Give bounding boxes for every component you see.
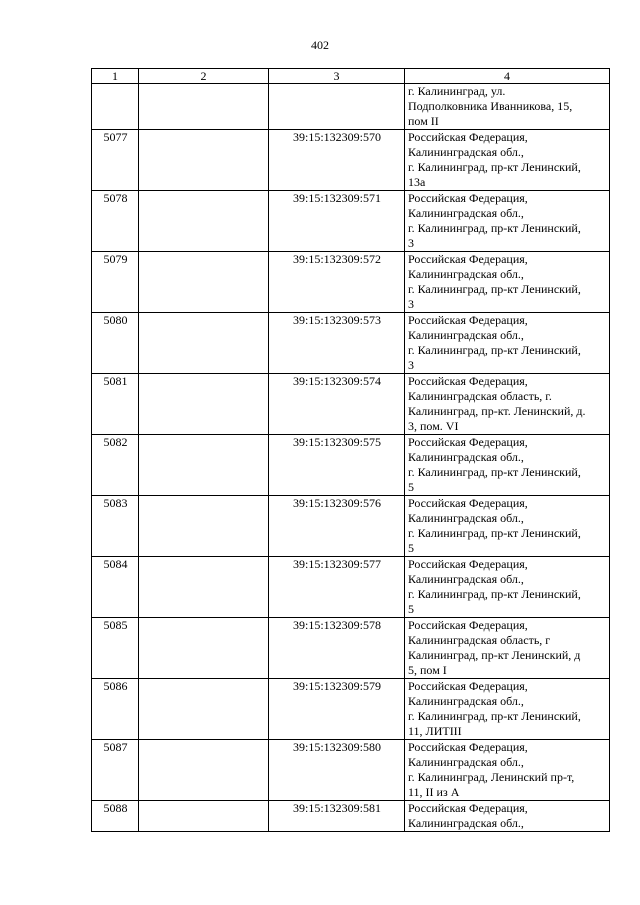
- address-cell: [405, 252, 610, 313]
- cadastral-number-cell: 39:15:132309:580: [269, 740, 405, 801]
- column-2-cell: [139, 801, 269, 832]
- cadastral-number-cell: 39:15:132309:575: [269, 435, 405, 496]
- address-line: Российская Федерация,: [408, 496, 528, 510]
- address-line: 5, пом I: [408, 663, 447, 677]
- column-2-cell: [139, 130, 269, 191]
- address-line: 3: [408, 236, 414, 250]
- table-row: [92, 84, 610, 130]
- table-row: [92, 191, 610, 252]
- column-2-cell: [139, 679, 269, 740]
- column-2-cell: [139, 496, 269, 557]
- cadastral-number-cell: 39:15:132309:581: [269, 801, 405, 832]
- address-line: г. Калининград, пр-кт Ленинский,: [408, 587, 581, 601]
- table-row: [92, 252, 610, 313]
- row-number-cell: 5082: [92, 435, 139, 496]
- address-line: Калининградская обл.,: [408, 267, 524, 281]
- header-col-2: 2: [139, 69, 269, 84]
- address-line: Калининградская обл.,: [408, 755, 524, 769]
- cadastral-number-cell: 39:15:132309:571: [269, 191, 405, 252]
- table-row: [92, 435, 610, 496]
- table-header-row: [92, 69, 610, 84]
- address-line: Российская Федерация,: [408, 313, 528, 327]
- row-number-cell: 5088: [92, 801, 139, 832]
- row-number-cell: 5084: [92, 557, 139, 618]
- table-row: [92, 130, 610, 191]
- address-cell: [405, 801, 610, 832]
- address-line: 11, ЛИТIII: [408, 724, 462, 738]
- cadastral-number-cell: 39:15:132309:578: [269, 618, 405, 679]
- address-line: Калининградская обл.,: [408, 572, 524, 586]
- header-col-4: 4: [405, 69, 610, 84]
- row-number-cell: 5077: [92, 130, 139, 191]
- address-line: г. Калининград, пр-кт Ленинский,: [408, 282, 581, 296]
- column-2-cell: [139, 435, 269, 496]
- table-row: [92, 496, 610, 557]
- address-line: Калининградская обл.,: [408, 328, 524, 342]
- table-body: [92, 84, 610, 832]
- row-number-cell: 5085: [92, 618, 139, 679]
- column-2-cell: [139, 618, 269, 679]
- address-line: 5: [408, 541, 414, 555]
- address-line: пом II: [408, 114, 439, 128]
- address-line: Калининградская обл.,: [408, 694, 524, 708]
- address-line: 3: [408, 358, 414, 372]
- address-line: Калининградская обл.,: [408, 206, 524, 220]
- address-line: Российская Федерация,: [408, 618, 528, 632]
- cadastral-number-cell: 39:15:132309:572: [269, 252, 405, 313]
- address-line: г. Калининград, Ленинский пр-т,: [408, 770, 575, 784]
- address-line: Калининград, пр-кт Ленинский, д: [408, 648, 581, 662]
- address-line: 11, II из А: [408, 785, 460, 799]
- table-row: [92, 313, 610, 374]
- cadastral-number-cell: 39:15:132309:574: [269, 374, 405, 435]
- address-line: Подполковника Иванникова, 15,: [408, 99, 573, 113]
- cadastral-number-cell: 39:15:132309:570: [269, 130, 405, 191]
- table-row: [92, 679, 610, 740]
- row-number-cell: 5083: [92, 496, 139, 557]
- address-line: 13а: [408, 175, 426, 189]
- row-number-cell: [92, 84, 139, 130]
- address-line: Российская Федерация,: [408, 374, 528, 388]
- address-line: Калининградская обл.,: [408, 450, 524, 464]
- column-2-cell: [139, 374, 269, 435]
- row-number-cell: 5081: [92, 374, 139, 435]
- column-2-cell: [139, 191, 269, 252]
- column-2-cell: [139, 252, 269, 313]
- header-col-1: 1: [92, 69, 139, 84]
- address-line: г. Калининград, пр-кт Ленинский,: [408, 343, 581, 357]
- row-number-cell: 5087: [92, 740, 139, 801]
- address-line: г. Калининград, ул.: [408, 84, 506, 98]
- address-cell: [405, 374, 610, 435]
- table-row: [92, 618, 610, 679]
- address-line: г. Калининград, пр-кт Ленинский,: [408, 709, 581, 723]
- column-2-cell: [139, 557, 269, 618]
- cadastral-number-cell: 39:15:132309:579: [269, 679, 405, 740]
- address-line: Российская Федерация,: [408, 801, 528, 815]
- cadastral-number-cell: 39:15:132309:573: [269, 313, 405, 374]
- address-line: г. Калининград, пр-кт Ленинский,: [408, 221, 581, 235]
- row-number-cell: 5086: [92, 679, 139, 740]
- address-line: Российская Федерация,: [408, 252, 528, 266]
- address-line: Российская Федерация,: [408, 191, 528, 205]
- address-line: Российская Федерация,: [408, 557, 528, 571]
- header-col-3: 3: [269, 69, 405, 84]
- address-line: Российская Федерация,: [408, 740, 528, 754]
- address-cell: [405, 679, 610, 740]
- address-cell: [405, 191, 610, 252]
- table-row: [92, 374, 610, 435]
- address-line: 3, пом. VI: [408, 419, 459, 433]
- address-cell: [405, 84, 610, 130]
- page-number: 402: [311, 38, 329, 52]
- address-cell: [405, 740, 610, 801]
- cadastral-number-cell: [269, 84, 405, 130]
- address-cell: [405, 313, 610, 374]
- table-row: [92, 740, 610, 801]
- address-cell: [405, 557, 610, 618]
- address-line: Российская Федерация,: [408, 679, 528, 693]
- table-row: [92, 801, 610, 832]
- address-cell: [405, 496, 610, 557]
- address-line: Калининград, пр-кт. Ленинский, д.: [408, 404, 586, 418]
- table-row: [92, 557, 610, 618]
- row-number-cell: 5079: [92, 252, 139, 313]
- address-line: Калининградская область, г: [408, 633, 551, 647]
- address-line: Калининградская область, г.: [408, 389, 552, 403]
- address-line: Российская Федерация,: [408, 130, 528, 144]
- address-line: Калининградская обл.,: [408, 816, 524, 830]
- address-line: 5: [408, 602, 414, 616]
- address-line: 5: [408, 480, 414, 494]
- address-line: г. Калининград, пр-кт Ленинский,: [408, 160, 581, 174]
- address-cell: [405, 435, 610, 496]
- row-number-cell: 5080: [92, 313, 139, 374]
- registry-table: [91, 68, 610, 832]
- address-cell: [405, 618, 610, 679]
- column-2-cell: [139, 740, 269, 801]
- address-line: Калининградская обл.,: [408, 145, 524, 159]
- address-cell: [405, 130, 610, 191]
- address-line: г. Калининград, пр-кт Ленинский,: [408, 526, 581, 540]
- cadastral-number-cell: 39:15:132309:577: [269, 557, 405, 618]
- column-2-cell: [139, 313, 269, 374]
- row-number-cell: 5078: [92, 191, 139, 252]
- address-line: Российская Федерация,: [408, 435, 528, 449]
- address-line: 3: [408, 297, 414, 311]
- address-line: Калининградская обл.,: [408, 511, 524, 525]
- column-2-cell: [139, 84, 269, 130]
- cadastral-number-cell: 39:15:132309:576: [269, 496, 405, 557]
- address-line: г. Калининград, пр-кт Ленинский,: [408, 465, 581, 479]
